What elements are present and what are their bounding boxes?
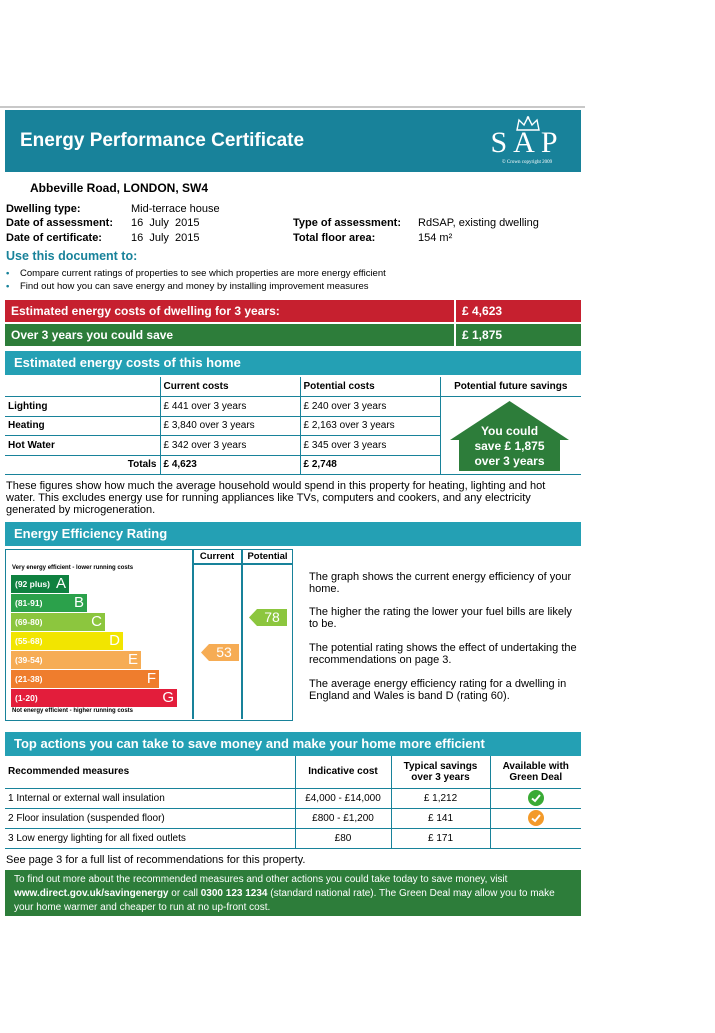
top-divider (0, 106, 585, 108)
savings-line: save £ 1,875 (474, 439, 545, 453)
band-letter: E (127, 651, 138, 668)
sap-logo (487, 116, 567, 168)
type-assessment-label: Type of assessment: (293, 217, 402, 229)
table-row (5, 377, 581, 397)
current-cost: £ 3,840 over 3 years (160, 416, 300, 436)
rating-band-e (11, 651, 141, 669)
property-address: Abbeville Road, LONDON, SW4 (30, 181, 209, 195)
potential-cost: £ 2,163 over 3 years (300, 416, 440, 436)
sap-logo-text: SAP (490, 126, 564, 159)
rating-band-d (11, 632, 123, 650)
current-cost: £ 441 over 3 years (160, 397, 300, 417)
measure-saving: £ 171 (391, 828, 490, 848)
recommendations-footnote: See page 3 for a full list of recommendations for this property. (6, 854, 306, 866)
phone-number: 0300 123 1234 (200, 888, 268, 899)
use-bullet: • Find out how you can save energy and money by installing improvement measures (6, 281, 369, 292)
totals-label: Totals (5, 455, 160, 475)
measure-cost: £800 - £1,200 (295, 808, 391, 828)
could-save-value: £ 1,875 (454, 324, 581, 346)
table-header-cell: Potential future savings (440, 377, 581, 397)
rating-band-f (11, 670, 159, 688)
measure-saving: £ 141 (391, 808, 490, 828)
table-header-cell: Available with Green Deal (490, 756, 581, 788)
floor-area-value: 154 m² (418, 232, 453, 244)
measure-name: 1 Internal or external wall insulation (5, 788, 295, 808)
rating-chart (5, 549, 293, 721)
table-row (5, 828, 581, 848)
table-header-cell: Current costs (160, 377, 300, 397)
current-column-header: Current (199, 551, 235, 562)
dwelling-type-value: Mid-terrace house (131, 203, 220, 215)
use-document-title: Use this document to: (6, 249, 138, 263)
measure-saving: £ 1,212 (391, 788, 490, 808)
savings-arrow (449, 400, 570, 472)
check-icon (528, 790, 544, 806)
savingenergy-link[interactable]: www.direct.gov.uk/savingenergy (14, 888, 169, 899)
rating-section-title: Energy Efficiency Rating (14, 526, 168, 541)
table-row (5, 788, 581, 808)
potential-cost: £ 345 over 3 years (300, 436, 440, 456)
table-row (5, 808, 581, 828)
date-certificate-value: 16 July 2015 (131, 232, 200, 244)
band-range: (1-20) (15, 693, 38, 703)
table-row (5, 756, 581, 788)
totals-current: £ 4,623 (160, 455, 300, 475)
table-header-cell: Typical savings over 3 years (391, 756, 490, 788)
chart-bottom-note: Not energy efficient - higher running costs (12, 708, 134, 714)
chart-top-note: Very energy efficient - lower running costs (12, 565, 134, 571)
band-range: (39-54) (15, 655, 43, 665)
dwelling-type-label: Dwelling type: (6, 203, 81, 215)
table-header-cell: Indicative cost (295, 756, 391, 788)
current-rating-value: 53 (216, 644, 232, 660)
costs-section-header (5, 351, 581, 375)
measure-name: 2 Floor insulation (suspended floor) (5, 808, 295, 828)
estimated-cost-bar (5, 300, 581, 322)
band-letter: A (55, 575, 66, 592)
current-cost: £ 342 over 3 years (160, 436, 300, 456)
rating-explanation: The average energy efficiency rating for a dwelling in England and Wales is band D (rating 60). (309, 678, 567, 702)
check-icon (528, 810, 544, 826)
date-assessment-value: 16 July 2015 (131, 217, 200, 229)
type-assessment-value: RdSAP, existing dwelling (418, 217, 539, 229)
costs-note: These figures show how much the average household would spend in this property for heating, lighting and hot water. This excludes energy use for running appliances like TVs, computers and cookers, and any electricity generated by microgeneration. (6, 480, 546, 516)
rating-explanation: The higher the rating the lower your fuel bills are likely to be. (309, 606, 572, 630)
certificate-header (5, 110, 581, 172)
certificate-title: Energy Performance Certificate (20, 130, 305, 151)
band-letter: C (91, 613, 102, 630)
date-assessment-label: Date of assessment: (6, 217, 113, 229)
potential-column-header: Potential (247, 551, 288, 562)
actions-section-title: Top actions you can take to save money and make your home more efficient (14, 736, 485, 751)
table-header-cell: Recommended measures (5, 756, 295, 788)
use-bullet: • Compare current ratings of properties to see which properties are more energy efficient (6, 268, 386, 279)
band-range: (21-38) (15, 674, 43, 684)
band-range: (92 plus) (15, 579, 50, 589)
could-save-bar (5, 324, 581, 346)
sap-copyright: © Crown copyright 2009 (501, 160, 553, 165)
rating-band-g (11, 689, 177, 707)
band-range: (69-80) (15, 617, 43, 627)
rating-band-a (11, 575, 69, 593)
band-range: (81-91) (15, 598, 43, 608)
measure-cost: £80 (295, 828, 391, 848)
row-label: Lighting (5, 397, 160, 417)
costs-section-title: Estimated energy costs of this home (14, 355, 241, 370)
green-deal-info: To find out more about the recommended measures and other actions you could take today to save money, visit www.direct.gov.uk/savingenergy or call 0300 123 1234 (standard national rate). The Green Deal may allow you to make your home warmer and cheaper to run at no up-front cost. (5, 870, 581, 916)
rating-band-c (11, 613, 105, 631)
potential-cost: £ 240 over 3 years (300, 397, 440, 417)
rating-section-header (5, 522, 581, 546)
actions-table (5, 756, 581, 849)
band-letter: G (162, 689, 174, 706)
band-letter: D (109, 632, 120, 649)
band-range: (55-68) (15, 636, 43, 646)
rating-band-b (11, 594, 87, 612)
date-certificate-label: Date of certificate: (6, 232, 102, 244)
potential-rating-value: 78 (264, 609, 280, 625)
band-letter: F (146, 670, 156, 687)
rating-explanation: The potential rating shows the effect of undertaking the recommendations on page 3. (309, 642, 577, 666)
estimated-cost-value: £ 4,623 (454, 300, 581, 322)
estimated-cost-label: Estimated energy costs of dwelling for 3 years: (11, 304, 280, 318)
row-label: Heating (5, 416, 160, 436)
table-header-cell: Potential costs (300, 377, 440, 397)
table-header-cell (5, 377, 160, 397)
row-label: Hot Water (5, 436, 160, 456)
could-save-label: Over 3 years you could save (11, 328, 174, 342)
measure-cost: £4,000 - £14,000 (295, 788, 391, 808)
actions-section-header (5, 732, 581, 756)
band-letter: B (73, 594, 84, 611)
savings-line: You could (480, 424, 539, 438)
rating-explanation: The graph shows the current energy efficiency of your home. (309, 571, 572, 595)
savings-line: over 3 years (474, 454, 545, 468)
floor-area-label: Total floor area: (293, 232, 376, 244)
measure-name: 3 Low energy lighting for all fixed outlets (5, 828, 295, 848)
totals-potential: £ 2,748 (300, 455, 440, 475)
